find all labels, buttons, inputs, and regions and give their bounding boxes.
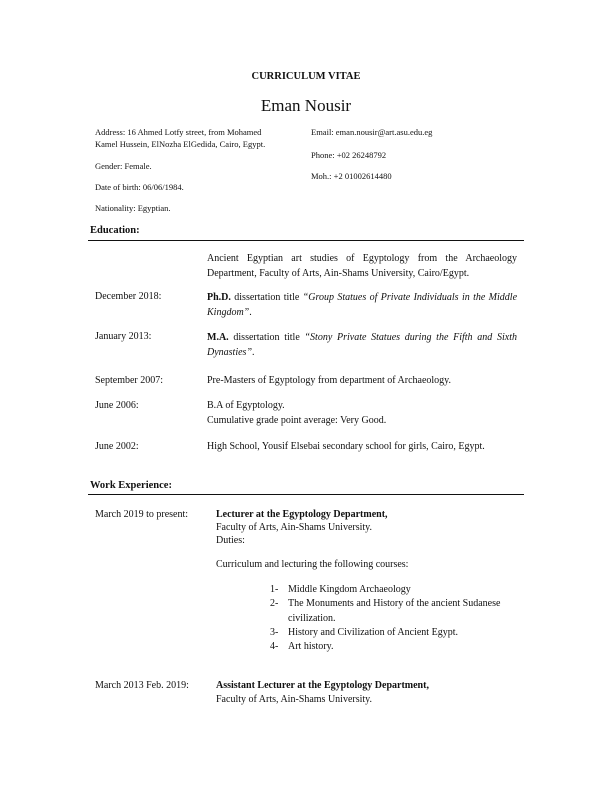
education-date: January 2013: [95,331,152,342]
email[interactable]: Email: eman.nousir@art.asu.edu.eg [311,127,433,137]
job-date: March 2013 Feb. 2019: [95,680,189,691]
education-date: September 2007: [95,375,164,386]
job-title: Lecturer at the Egyptology Department, [216,509,388,520]
education-entry-phd [207,290,517,320]
education-entry-text: B.A of Egyptology. [207,400,285,411]
course-number: 3- [270,627,279,638]
nationality: Nationality: Egyptian. [95,203,171,213]
education-intro: Ancient Egyptian art studies of Egyptology from the Archaeology Department, Faculty of Arts, Ain-Shams University, Cairo/Egypt. [207,253,517,279]
course-number: 4- [270,641,279,652]
job-title: Assistant Lecturer at the Egyptology Department, [216,680,429,691]
phone: Phone: +02 26248792 [311,150,387,160]
person-name: Eman Nousir [260,96,352,115]
dissertation-title: “Stony Private Statues during the Fifth and Sixth Dynasties” [207,332,517,358]
address-line-1: Address: 16 Ahmed Lotfy street, from Mohamed [95,127,262,137]
course-item: History and Civilization of Ancient Egypt. [288,627,458,638]
course-item: The Monuments and History of the ancient Sudanese [288,598,501,609]
entry-text: dissertation title [230,292,303,303]
courses-intro: Curriculum and lecturing the following courses: [216,559,409,570]
job-date: March 2019 to present: [95,509,189,520]
education-date: December 2018: [95,291,162,302]
education-entry-ma [207,330,517,360]
document-heading: CURRICULUM VITAE [251,71,361,82]
course-number: 2- [270,598,279,609]
education-date: June 2002: [95,441,139,452]
section-divider [88,240,524,241]
job-duties-label: Duties: [216,535,245,546]
education-entry-text: High School, Yousif Elsebai secondary school for girls, Cairo, Egypt. [207,441,485,452]
education-date: June 2006: [95,400,139,411]
course-number: 1- [270,584,279,595]
work-heading: Work Experience: [90,480,172,491]
education-entry-text: Cumulative grade point average: Very Good. [207,415,387,426]
date-of-birth: Date of birth: 06/06/1984. [95,182,184,192]
gender: Gender: Female. [95,161,152,171]
education-entry-text: Pre-Masters of Egyptology from department of Archaeology. [207,375,452,386]
degree: Ph.D. [207,292,231,303]
entry-end: . [249,307,252,318]
section-divider [88,494,524,495]
entry-end: . [252,347,255,358]
course-item: Middle Kingdom Archaeology [288,584,411,595]
dissertation-title: “Group Statues of Private Individuals in the Middle Kingdom” [207,292,518,318]
degree: M.A. [207,332,229,343]
mobile: Moh.: +2 01002614480 [311,171,392,181]
entry-text: dissertation title [228,332,305,343]
address-line-2: Kamel Hussein, ElNozha ElGedida, Cairo, Egypt. [95,139,266,149]
education-heading: Education: [90,225,140,236]
job-org: Faculty of Arts, Ain-Shams University. [216,694,373,705]
job-org: Faculty of Arts, Ain-Shams University. [216,522,373,533]
course-item-cont: civilization. [288,613,336,624]
course-item: Art history. [288,641,334,652]
